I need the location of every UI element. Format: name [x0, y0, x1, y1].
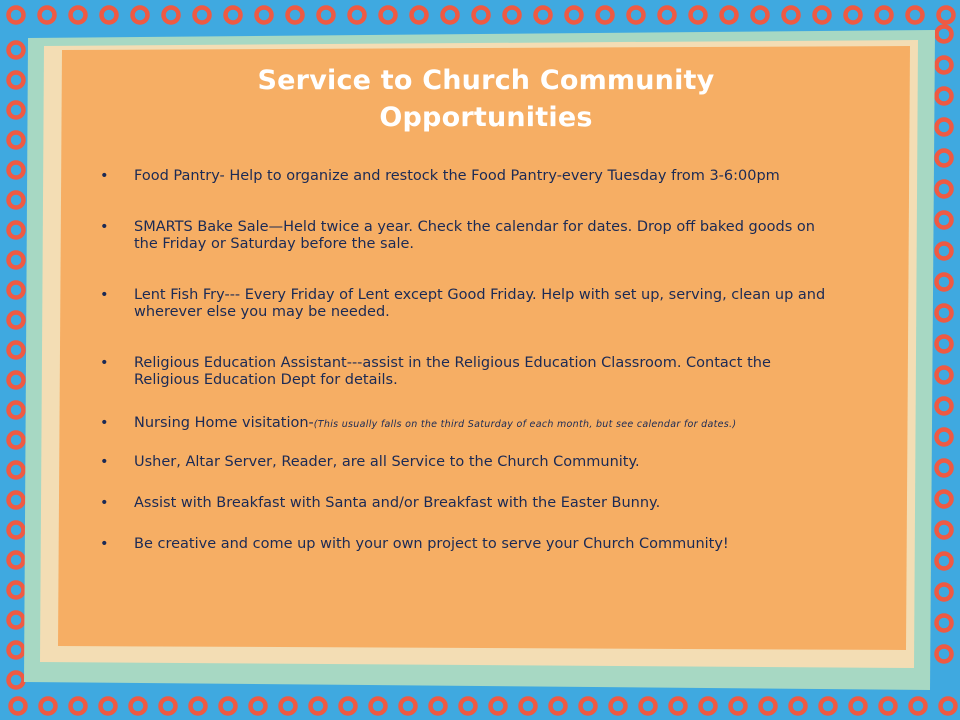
- list-item: [98, 415, 828, 433]
- list-item-text: Nursing Home visitation-: [134, 415, 314, 431]
- bullet-icon: •: [100, 454, 109, 470]
- list-item-text: Assist with Breakfast with Santa and/or Breakfast with the Easter Bunny.: [134, 495, 661, 511]
- page-title: [62, 62, 910, 136]
- list-item-text: Usher, Altar Server, Reader, are all Service to the Church Community.: [134, 454, 640, 470]
- list-item: [98, 355, 828, 389]
- content-area: [62, 46, 910, 650]
- list-item-text: SMARTS Bake Sale—Held twice a year. Check the calendar for dates. Drop off baked goods on the Friday or Saturday before the sale.: [134, 219, 815, 252]
- list-item: [98, 287, 828, 321]
- list-item: [98, 454, 828, 471]
- list-item-note: (This usually falls on the third Saturday of each month, but see calendar for dates.): [313, 419, 737, 430]
- opportunity-list: [98, 168, 828, 553]
- list-item-text: Be creative and come up with your own project to serve your Church Community!: [134, 536, 729, 552]
- list-item-text: Religious Education Assistant---assist in the Religious Education Classroom. Contact the Religious Education Dept for details.: [134, 355, 771, 388]
- list-item: [98, 495, 828, 512]
- list-item: [98, 168, 828, 185]
- title-line-2: Opportunities: [379, 102, 593, 133]
- list-item-text: Food Pantry- Help to organize and restock the Food Pantry-every Tuesday from 3-6:00pm: [134, 168, 780, 184]
- list-item: [98, 536, 828, 553]
- bullet-icon: •: [100, 495, 109, 511]
- bullet-icon: •: [100, 536, 109, 552]
- bullet-icon: •: [100, 355, 109, 371]
- bullet-icon: •: [100, 287, 109, 303]
- title-line-1: Service to Church Community: [257, 65, 715, 96]
- bullet-icon: •: [100, 168, 109, 184]
- list-item: [98, 219, 828, 253]
- bullet-icon: •: [100, 415, 109, 431]
- bullet-icon: •: [100, 219, 109, 235]
- list-item-text: Lent Fish Fry--- Every Friday of Lent except Good Friday. Help with set up, serving, clean up and wherever else you may be needed.: [134, 287, 826, 320]
